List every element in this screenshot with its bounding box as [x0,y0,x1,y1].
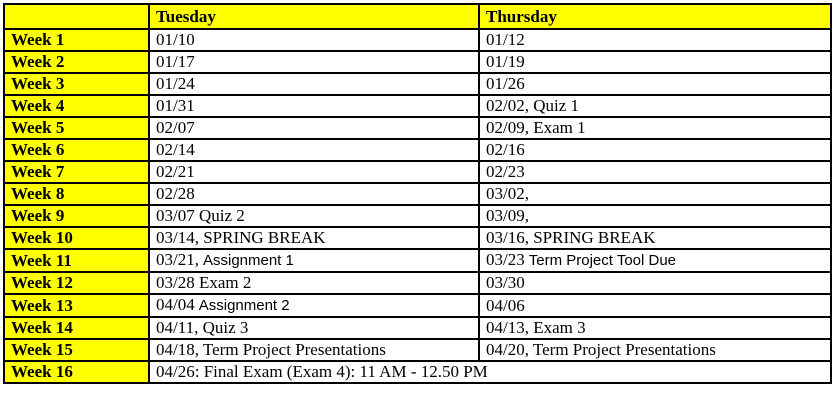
thursday-cell-text: 01/26 [486,74,525,93]
thursday-cell-text: 04/13, Exam 3 [486,318,586,337]
thursday-cell [479,339,831,361]
tuesday-cell [149,227,479,249]
tuesday-cell [149,183,479,205]
tuesday-cell-text: 01/24 [156,74,195,93]
week-label: Week 6 [4,139,149,161]
thursday-cell-text: 04/06 [486,295,525,315]
tuesday-cell-text: 03/14, SPRING BREAK [156,228,326,247]
thursday-cell-text: 03/09, [486,206,529,225]
thursday-cell-text: 01/19 [486,52,525,71]
tuesday-cell-text: 01/17 [156,52,195,71]
week-label: Week 12 [4,272,149,294]
table-row [4,73,831,95]
tuesday-cell [149,73,479,95]
thursday-cell [479,183,831,205]
tuesday-cell-text: 03/28 Exam 2 [156,273,252,292]
table-row [4,139,831,161]
thursday-cell [479,294,831,317]
schedule-body [4,4,831,383]
table-row [4,161,831,183]
tuesday-cell [149,205,479,227]
week-label: Week 10 [4,227,149,249]
table-row [4,117,831,139]
header-corner-cell [4,4,149,29]
tuesday-cell [149,249,479,272]
week-label: Week 8 [4,183,149,205]
week-label: Week 5 [4,117,149,139]
thursday-cell [479,161,831,183]
table-row [4,205,831,227]
week-label: Week 11 [4,249,149,272]
thursday-cell [479,51,831,73]
thursday-cell-text: 03/30 [486,273,525,292]
tuesday-cell [149,272,479,294]
tuesday-cell [149,29,479,51]
week-label: Week 3 [4,73,149,95]
header-thursday: Thursday [479,4,831,29]
table-row [4,29,831,51]
tuesday-cell-text: 02/28 [156,184,195,203]
week-label: Week 14 [4,317,149,339]
thursday-cell-text: 04/20, Term Project Presentations [486,340,716,359]
thursday-cell [479,29,831,51]
thursday-cell [479,95,831,117]
tuesday-cell-note: Assignment 1 [202,252,294,269]
tuesday-cell-text: 03/07 Quiz 2 [156,206,245,225]
thursday-cell-text: 02/16 [486,140,525,159]
tuesday-cell [149,51,479,73]
tuesday-cell [149,294,479,317]
thursday-cell-text: 01/12 [486,30,525,49]
header-tuesday: Tuesday [149,4,479,29]
week-label: Week 16 [4,361,149,383]
table-row [4,227,831,249]
tuesday-cell [149,339,479,361]
tuesday-cell-text: 04/11, Quiz 3 [156,318,249,337]
week-label: Week 7 [4,161,149,183]
tuesday-cell-text: 03/21, [156,250,199,269]
tuesday-cell-note: Assignment 2 [198,297,290,314]
final-exam-row [4,361,831,383]
tuesday-cell-text: 04/04 [156,295,195,314]
thursday-cell-text: 03/16, SPRING BREAK [486,228,656,247]
schedule-table [3,3,832,384]
table-row [4,317,831,339]
thursday-cell-note: Term Project Tool Due [528,252,677,269]
thursday-cell [479,317,831,339]
table-row [4,294,831,317]
table-row [4,249,831,272]
table-row [4,339,831,361]
thursday-cell-text: 03/23 [486,250,525,269]
thursday-cell [479,227,831,249]
thursday-cell [479,139,831,161]
table-row [4,272,831,294]
week-label: Week 1 [4,29,149,51]
tuesday-cell-text: 02/21 [156,162,195,181]
tuesday-cell [149,317,479,339]
tuesday-cell-text: 02/14 [156,140,195,159]
week-label: Week 9 [4,205,149,227]
thursday-cell-text: 02/02, Quiz 1 [486,96,580,115]
thursday-cell-text: 02/23 [486,162,525,181]
table-row [4,95,831,117]
tuesday-cell-text: 04/18, Term Project Presentations [156,340,386,359]
thursday-cell [479,117,831,139]
week-label: Week 13 [4,294,149,317]
week-label: Week 4 [4,95,149,117]
thursday-cell [479,205,831,227]
week-label: Week 2 [4,51,149,73]
table-row [4,183,831,205]
thursday-cell [479,272,831,294]
header-row [4,4,831,29]
week-label: Week 15 [4,339,149,361]
tuesday-cell [149,95,479,117]
tuesday-cell-text: 01/31 [156,96,195,115]
thursday-cell [479,73,831,95]
final-exam-cell: 04/26: Final Exam (Exam 4): 11 AM - 12.50 PM [149,361,831,383]
tuesday-cell-text: 02/07 [156,118,195,137]
tuesday-cell [149,161,479,183]
tuesday-cell-text: 01/10 [156,30,195,49]
thursday-cell-text: 02/09, Exam 1 [486,118,586,137]
tuesday-cell [149,117,479,139]
thursday-cell [479,249,831,272]
tuesday-cell [149,139,479,161]
thursday-cell-text: 03/02, [486,184,529,203]
table-row [4,51,831,73]
